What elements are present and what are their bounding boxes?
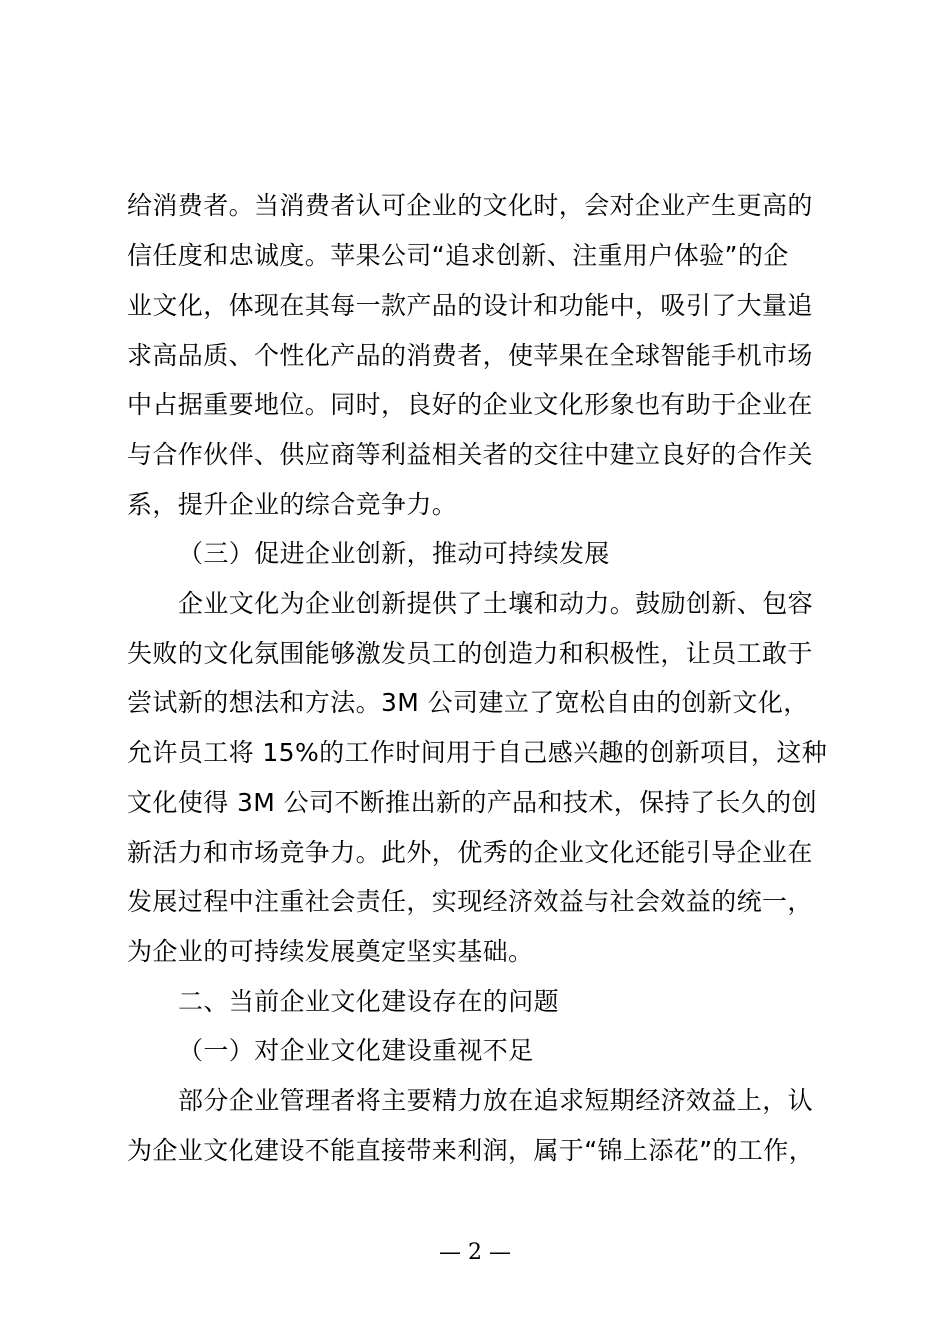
page-number: — 2 — — [439, 1240, 511, 1265]
text-line: 给消费者。当消费者认可企业的文化时，会对企业产生更高的 — [127, 191, 813, 220]
text-line: 系，提升企业的综合竞争力。 — [127, 490, 458, 519]
text-line: 信任度和忠诚度。苹果公司“追求创新、注重用户体验”的企 — [127, 241, 789, 270]
text-line: 尝试新的想法和方法。3M 公司建立了宽松自由的创新文化， — [127, 688, 809, 717]
text-line: 中占据重要地位。同时，良好的企业文化形象也有助于企业在 — [127, 390, 813, 419]
paragraph-first-line: 企业文化为企业创新提供了土壤和动力。鼓励创新、包容 — [178, 589, 814, 618]
text-line: 与合作伙伴、供应商等利益相关者的交往中建立良好的合作关 — [127, 440, 813, 469]
text-line: 失败的文化氛围能够激发员工的创造力和积极性，让员工敢于 — [127, 639, 813, 668]
text-line: 发展过程中注重社会责任，实现经济效益与社会效益的统一， — [127, 887, 813, 916]
section-heading: （三）促进企业创新，推动可持续发展 — [178, 539, 610, 568]
text-line: 文化使得 3M 公司不断推出新的产品和技术，保持了长久的创 — [127, 788, 817, 817]
text-line: 求高品质、个性化产品的消费者，使苹果在全球智能手机市场 — [127, 341, 813, 370]
section-heading: （一）对企业文化建设重视不足 — [178, 1036, 534, 1065]
text-line: 业文化，体现在其每一款产品的设计和功能中，吸引了大量追 — [127, 291, 813, 320]
text-line: 为企业的可持续发展奠定坚实基础。 — [127, 937, 534, 966]
text-line: 为企业文化建设不能直接带来利润，属于“锦上添花”的工作， — [127, 1136, 815, 1165]
paragraph-first-line: 部分企业管理者将主要精力放在追求短期经济效益上，认 — [178, 1086, 814, 1115]
text-line: 新活力和市场竞争力。此外，优秀的企业文化还能引导企业在 — [127, 838, 813, 867]
chapter-heading: 二、当前企业文化建设存在的问题 — [178, 987, 560, 1016]
text-line: 允许员工将 15%的工作时间用于自己感兴趣的创新项目，这种 — [127, 738, 828, 767]
